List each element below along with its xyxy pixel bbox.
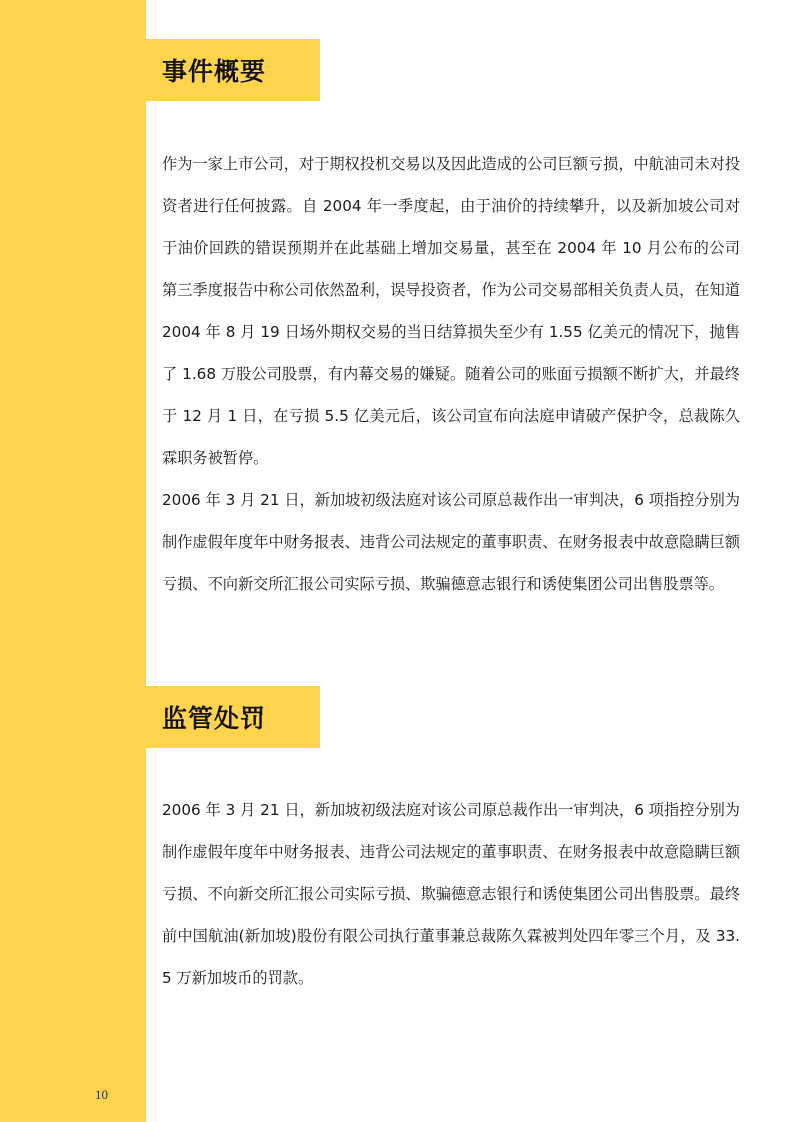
- left-accent-stripe: [0, 0, 146, 1122]
- section-title: 监管处罚: [162, 704, 267, 733]
- section-body-regulatory-penalty: [162, 789, 740, 999]
- paragraph: 2006 年 3 月 21 日，新加坡初级法庭对该公司原总裁作出一审判决，6 项指控分别为制作虚假年度年中财务报表、违背公司法规定的董事职责、在财务报表中故意隐瞒巨额亏损、不向新交所汇报公司实际亏损、欺骗德意志银行和诱使集团公司出售股票。最终前中国航油(新加坡)股份有限公司执行董事兼总裁陈久霖被判处四年零三个月，及 33.5 万新加坡币的罚款。: [162, 801, 740, 987]
- section-header-event-summary: [146, 39, 320, 101]
- section-title: 事件概要: [162, 57, 267, 86]
- paragraph: 2006 年 3 月 21 日，新加坡初级法庭对该公司原总裁作出一审判决，6 项指控分别为制作虚假年度年中财务报表、违背公司法规定的董事职责、在财务报表中故意隐瞒巨额亏损、不向新交所汇报公司实际亏损、欺骗德意志银行和诱使集团公司出售股票等。: [162, 491, 740, 593]
- section-header-regulatory-penalty: [146, 686, 320, 748]
- paragraph: 作为一家上市公司，对于期权投机交易以及因此造成的公司巨额亏损，中航油司未对投资者进行任何披露。自 2004 年一季度起，由于油价的持续攀升，以及新加坡公司对于油价回跌的错误预期并在此基础上增加交易量，甚至在 2004 年 10 月公布的公司第三季度报告中称公司依然盈利，误导投资者，作为公司交易部相关负责人员，在知道 2004 年 8 月 19 日场外期权交易的当日结算损失至少有 1.55 亿美元的情况下，抛售了 1.68 万股公司股票，有内幕交易的嫌疑。随着公司的账面亏损额不断扩大，并最终于 12 月 1 日，在亏损 5.5 亿美元后，该公司宣布向法庭申请破产保护令，总裁陈久霖职务被暂停。: [162, 155, 740, 467]
- page-number: 10: [95, 1087, 108, 1102]
- section-body-event-summary: [162, 143, 740, 605]
